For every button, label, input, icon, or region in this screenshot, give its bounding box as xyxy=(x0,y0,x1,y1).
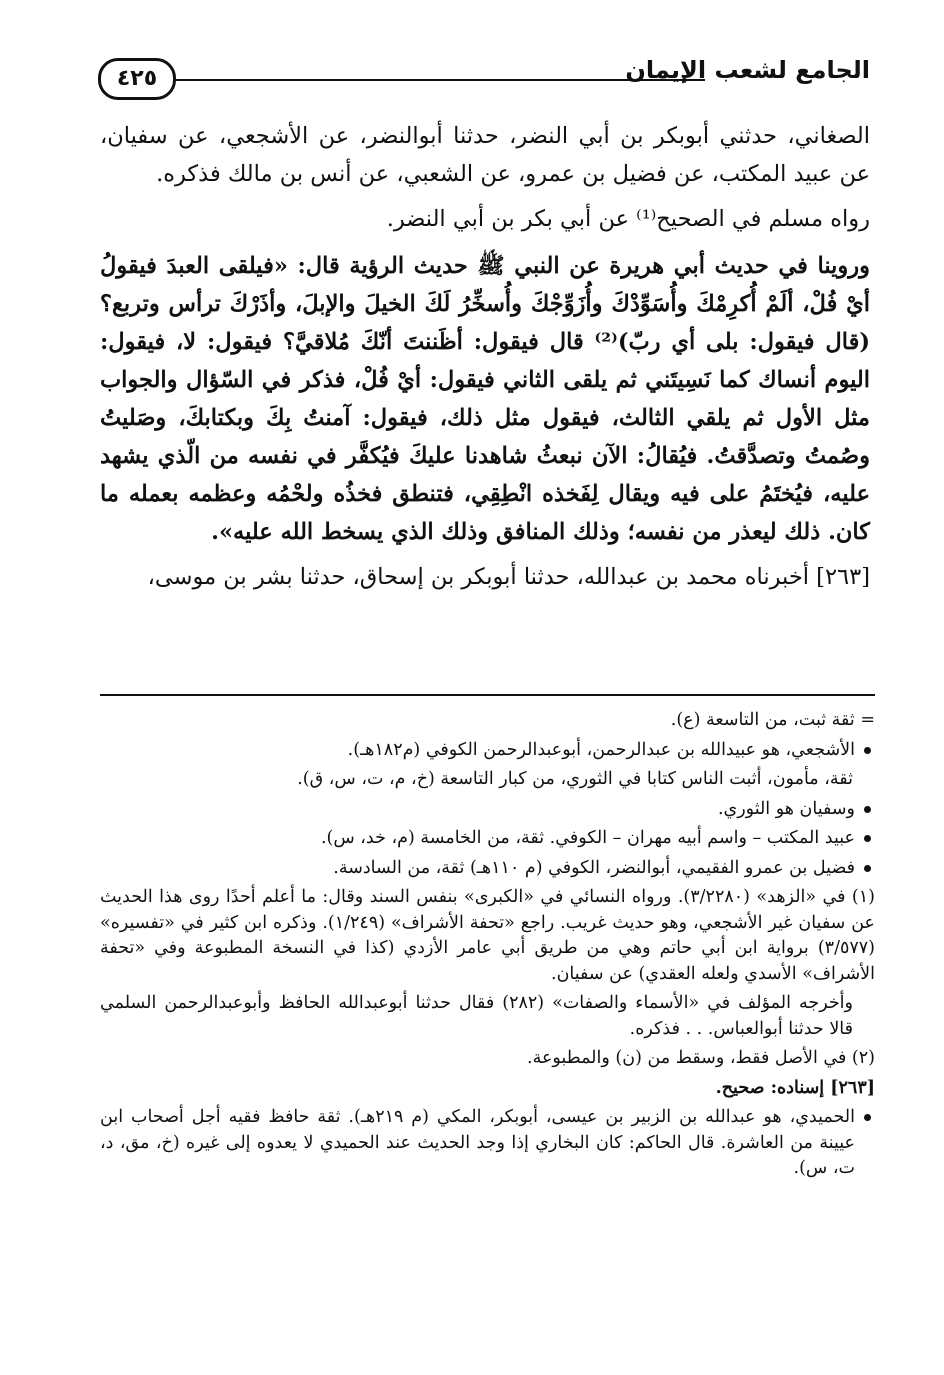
page-header xyxy=(95,50,870,110)
running-title: الجامع لشعب الإيمان xyxy=(625,56,870,84)
page-number-badge: ٤٢٥ xyxy=(98,58,176,100)
footnote-divider xyxy=(100,694,875,696)
footnote-bullet: الحميدي، هو عبدالله بن الزبير بن عيسى، أبوبكر، المكي (م ٢١٩هـ). ثقة حافظ فقيه أجل أصحاب ابن عيينة من العاشرة. قال الحاكم: كان البخاري إذا وجد الحديث عند الحميدي لا يعدوه إلى غيره (خ، مق، د، ت، س). xyxy=(100,1105,875,1182)
footnote-bullet: فضيل بن عمرو الفقيمي، أبوالنضر، الكوفي (م ١١٠هـ) ثقة، من السادسة. xyxy=(100,856,875,882)
footnote-line: ثقة، مأمون، أثبت الناس كتابا في الثوري، من كبار التاسعة (خ، م، ت، س، ق). xyxy=(297,769,853,789)
hadith-text: وروينا في حديث أبي هريرة عن النبي ﷺ حديث الرؤية قال: «فيلقى العبدَ فيقولُ أيْ فُلْ، ألَمْ أُكرِمْكَ وأُسَوِّدْكَ وأُزَوِّجْكَ وأُسخِّرُ لَكَ الخيلَ والإبلَ، وأذَرْكَ ترأس وتربع؟ (قال فيقول: بلى أي ربّ)⁽²⁾ قال فيقول: أظَننتَ أنّكَ مُلاقيَّ؟ فيقول: لا، فيقول: اليوم أنساك كما نَسِيتَني ثم يلقى الثاني فيقول: أيْ فُلْ، فذكر في السّؤال والجواب مثل الأول ثم يلقي الثالث، فيقول مثل ذلك، فيقول: آمنتُ بِكَ وبكتابكَ، وصَليتُ وصُمتُ وتصدَّقتُ. فيُقالُ: الآن نبعثُ شاهدنا عليكَ فيُكفَّر في نفسه من الّذي يشهد عليه، فيُختَمُ على فيه ويقال لِفَخذه انْطِقِي، فتنطق فخذُه ولحْمُه وعظمه بعمله ما كان. ذلك ليعذر من نفسه؛ وذلك المنافق وذلك الذي يسخط الله عليه». xyxy=(100,252,870,545)
footnote-line: وأخرجه المؤلف في «الأسماء والصفات» (٢٨٢) فقال حدثنا أبوعبدالله الحافظ وأبوعبدالرحمن السلمي قالا حدثنا أبوالعباس. . . فذكره. xyxy=(100,993,853,1039)
main-text xyxy=(100,118,870,604)
footnotes xyxy=(100,708,875,1186)
isnad-grade-label: [٢٦٣] إسناده: صحيح. xyxy=(715,1077,875,1098)
footnote-bullet: وسفيان هو الثوري. xyxy=(100,797,875,823)
hadith-263-chain: [٢٦٣] أخبرناه محمد بن عبدالله، حدثنا أبوبكر بن إسحاق، حدثنا بشر بن موسى، xyxy=(147,563,870,590)
isnad-paragraph: الصغاني، حدثني أبوبكر بن أبي النضر، حدثنا أبوالنضر، عن الأشجعي، عن سفيان، عن عبيد المكتب، عن فضيل بن عمرو، عن الشعبي، عن أنس بن مالك فذكره. xyxy=(100,123,870,187)
footnote-1: (١) في «الزهد» (٣/٢٢٨٠). ورواه النسائي في «الكبرى» بنفس السند وقال: ما أعلم أحدًا روى هذا الحديث عن سفيان غير الأشجعي، وهو حديث غريب. راجع «تحفة الأشراف» (١/٢٤٩). وذكره ابن كثير في «تفسيره» (٣/٥٧٧) برواية ابن أبي حاتم وهي من طريق أبي عامر الأزدي (كذا في النسخة المطبوعة وفي «تحفة الأشراف» الأسدي ولعله العقدي) عن سفيان. xyxy=(100,887,875,984)
muslim-reference: رواه مسلم في الصحيح⁽¹⁾ عن أبي بكر بن أبي النضر. xyxy=(386,206,870,232)
footnote-2: (٢) في الأصل فقط، وسقط من (ن) والمطبوعة. xyxy=(527,1048,875,1068)
footnote-line: = ثقة ثبت، من التاسعة (ع). xyxy=(670,710,875,730)
footnote-bullet: عبيد المكتب – واسم أبيه مهران – الكوفي. ثقة، من الخامسة (م، خد، س). xyxy=(100,826,875,852)
footnote-bullet: الأشجعي، هو عبيدالله بن عبدالرحمن، أبوعبدالرحمن الكوفي (م١٨٢هـ). xyxy=(100,738,875,764)
